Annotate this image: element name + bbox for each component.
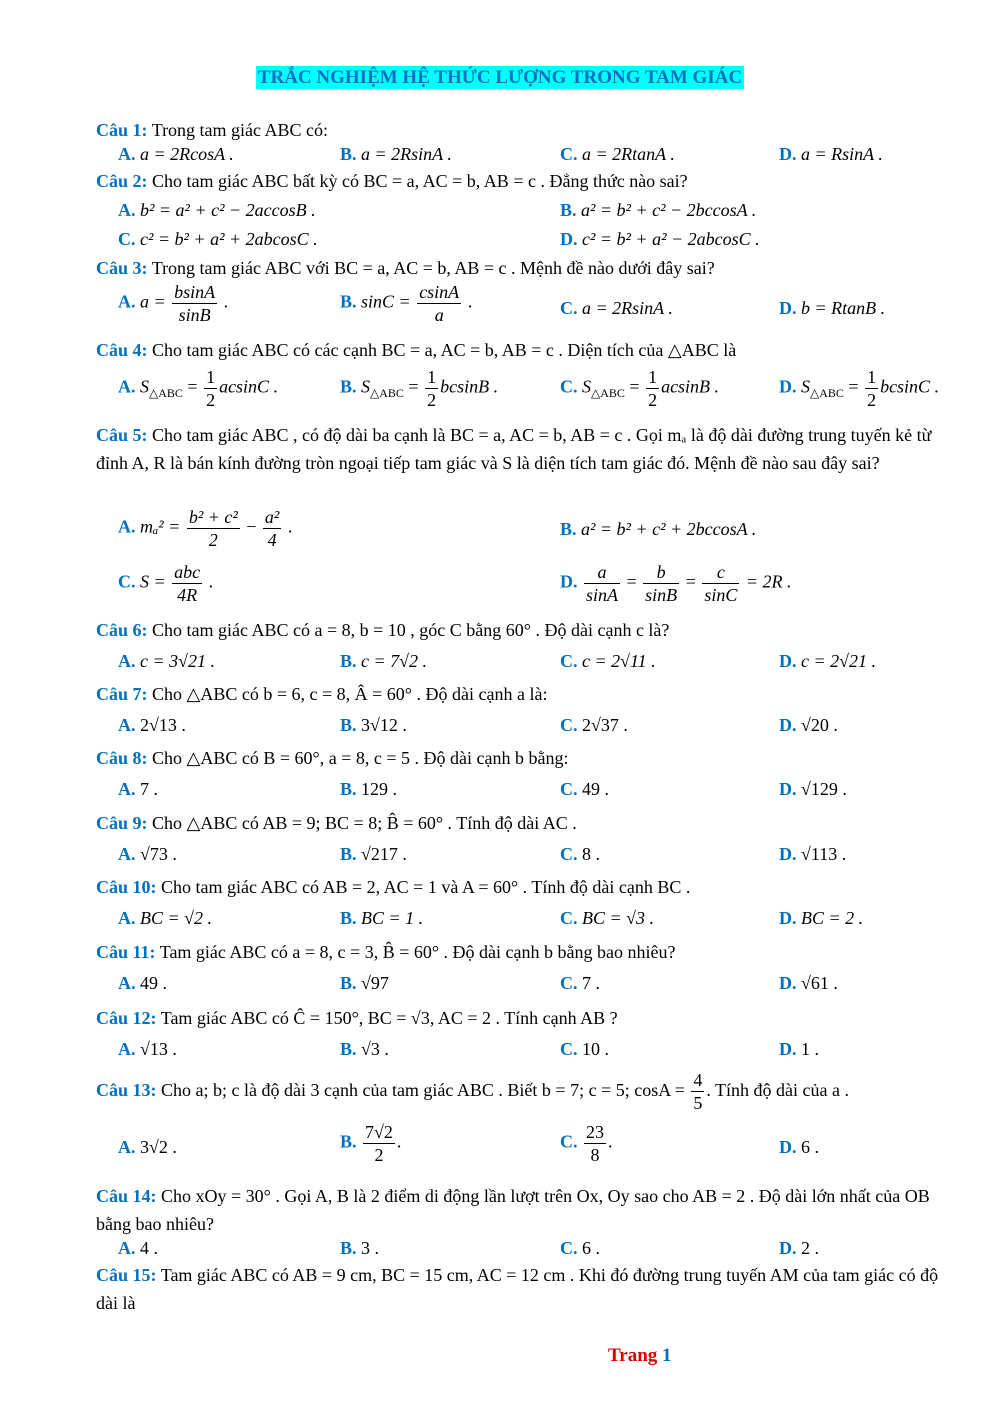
q3-option-a[interactable]: A. a = $\frac{bsinA}{\sin B}$ . xyxy=(118,282,229,325)
q7-option-a[interactable]: A. 2√13 . xyxy=(118,715,186,735)
q9-option-c[interactable]: C. 8 . xyxy=(560,844,600,864)
q2-option-b[interactable]: B. a² = b² + c² − 2bccosA . xyxy=(560,200,757,220)
q10-option-a[interactable]: A. BC = √2 . xyxy=(118,908,213,928)
q12-option-d[interactable]: D. 1 . xyxy=(779,1039,819,1059)
q5-option-a[interactable]: A. mₐ² = $\frac{\text{b² + c²}}{2}$ − $\frac{\text{a²}}{4}$ . xyxy=(118,507,293,550)
q13-option-c[interactable]: C. $\frac{23}{8}$ . xyxy=(560,1122,613,1165)
q1-option-b[interactable]: B. a = 2RsinA . xyxy=(340,144,452,164)
q9-option-b[interactable]: B. √217 . xyxy=(340,844,407,864)
q8-option-d[interactable]: D. √129 . xyxy=(779,779,847,799)
q10-option-b[interactable]: B. BC = 1 . xyxy=(340,908,424,928)
q11-option-b[interactable]: B. √97 xyxy=(340,973,389,993)
question-13: Câu 13: Cho a; b; c là độ dài 3 cạnh của tam giác ABC . Biết b = 7; c = 5; cosA = $\frac{4}{5}$ . Tính độ dài của a . xyxy=(96,1070,850,1114)
q5-option-b[interactable]: B. a² = b² + c² + 2bccosA . xyxy=(560,519,757,539)
q1-option-a[interactable]: A. a = 2RcosA . xyxy=(118,144,234,164)
q2-option-c[interactable]: C. c² = b² + a² + 2abcosC . xyxy=(118,229,318,249)
question-2: Câu 2: Cho tam giác ABC bất kỳ có BC = a, AC = b, AB = c . Đẳng thức nào sai? xyxy=(96,171,688,191)
q10-option-d[interactable]: D. BC = 2 . xyxy=(779,908,864,928)
page-footer: Trang 1 xyxy=(608,1345,672,1366)
q9-option-d[interactable]: D. √113 . xyxy=(779,844,847,864)
q11-option-a[interactable]: A. 49 . xyxy=(118,973,167,993)
q11-option-d[interactable]: D. √61 . xyxy=(779,973,838,993)
question-10: Câu 10: Cho tam giác ABC có AB = 2, AC = 1 và A = 60° . Tính độ dài cạnh BC . xyxy=(96,877,691,897)
question-14: Câu 14: Cho xOy = 30° . Gọi A, B là 2 điểm di động lần lượt trên Ox, Oy sao cho AB = 2 . Độ dài lớn nhất của OB bằng bao nhiêu? xyxy=(96,1186,930,1234)
q6-option-c[interactable]: C. c = 2√11 . xyxy=(560,651,656,671)
q1-option-d[interactable]: D. a = RsinA . xyxy=(779,144,883,164)
q6-option-a[interactable]: A. c = 3√21 . xyxy=(118,651,216,671)
q4-option-b[interactable]: B. $S_{\triangle ABC}$ = $\frac{1}{2}$ bcsinB . xyxy=(340,367,499,410)
q13-option-a[interactable]: A. 3√2 . xyxy=(118,1137,177,1157)
question-15: Câu 15: Tam giác ABC có AB = 9 cm, BC = 15 cm, AC = 12 cm . Khi đó đường trung tuyến AM của tam giác có độ dài là xyxy=(96,1265,939,1313)
q8-option-b[interactable]: B. 129 . xyxy=(340,779,398,799)
question-12: Câu 12: Tam giác ABC có Ĉ = 150°, BC = √3, AC = 2 . Tính cạnh AB ? xyxy=(96,1008,618,1028)
q13-option-b[interactable]: B. $\frac{7√2}{2}$ . xyxy=(340,1122,402,1165)
question-8: Câu 8: Cho △ABC có B = 60°, a = 8, c = 5 . Độ dài cạnh b bằng: xyxy=(96,748,569,768)
q7-option-d[interactable]: D. √20 . xyxy=(779,715,838,735)
q2-option-a[interactable]: A. b² = a² + c² − 2accosB . xyxy=(118,200,316,220)
q14-option-a[interactable]: A. 4 . xyxy=(118,1238,158,1258)
question-3: Câu 3: Trong tam giác ABC với BC = a, AC = b, AB = c . Mệnh đề nào dưới đây sai? xyxy=(96,258,715,278)
q6-option-d[interactable]: D. c = 2√21 . xyxy=(779,651,877,671)
q7-option-b[interactable]: B. 3√12 . xyxy=(340,715,407,735)
question-6: Câu 6: Cho tam giác ABC có a = 8, b = 10 , góc C bằng 60° . Độ dài cạnh c là? xyxy=(96,620,670,640)
q3-option-b[interactable]: B. sinC = $\frac{csinA}{a}$ . xyxy=(340,282,473,325)
q11-option-c[interactable]: C. 7 . xyxy=(560,973,600,993)
q14-option-d[interactable]: D. 2 . xyxy=(779,1238,819,1258)
q12-option-c[interactable]: C. 10 . xyxy=(560,1039,609,1059)
q9-option-a[interactable]: A. √73 . xyxy=(118,844,177,864)
q3-option-d[interactable]: D. b = RtanB . xyxy=(779,298,886,318)
question-5: Câu 5: Cho tam giác ABC , có độ dài ba cạnh là BC = a, AC = b, AB = c . Gọi mₐ là độ dài đường trung tuyến kẻ từ đỉnh A, R là bán kính đường tròn ngoại tiếp tam giác và S là diện tích tam giác đó. Mệnh đề nào sau đây sai? xyxy=(96,425,932,473)
q5-option-d[interactable]: D. $\frac{a}{\sin A}$ = $\frac{b}{\sin B}$ = $\frac{c}{\sin C}$ = 2R . xyxy=(560,562,792,605)
q4-option-d[interactable]: D. $S_{\triangle ABC}$ = $\frac{1}{2}$ bcsinC . xyxy=(779,367,940,410)
q14-option-c[interactable]: C. 6 . xyxy=(560,1238,600,1258)
q6-option-b[interactable]: B. c = 7√2 . xyxy=(340,651,428,671)
q8-option-c[interactable]: C. 49 . xyxy=(560,779,609,799)
question-1: Câu 1: Trong tam giác ABC có: xyxy=(96,120,329,140)
q5-option-c[interactable]: C. S = $\frac{\text{abc}}{4R}$ . xyxy=(118,562,214,605)
question-9: Câu 9: Cho △ABC có AB = 9; BC = 8; B̂ = 60° . Tính độ dài AC . xyxy=(96,813,577,833)
q12-option-a[interactable]: A. √13 . xyxy=(118,1039,177,1059)
q3-option-c[interactable]: C. a = 2RsinA . xyxy=(560,298,673,318)
q8-option-a[interactable]: A. 7 . xyxy=(118,779,158,799)
page-title: TRẮC NGHIỆM HỆ THỨC LƯỢNG TRONG TAM GIÁC xyxy=(257,67,743,88)
q13-option-d[interactable]: D. 6 . xyxy=(779,1137,819,1157)
q12-option-b[interactable]: B. √3 . xyxy=(340,1039,389,1059)
q14-option-b[interactable]: B. 3 . xyxy=(340,1238,380,1258)
q7-option-c[interactable]: C. 2√37 . xyxy=(560,715,628,735)
question-4: Câu 4: Cho tam giác ABC có các cạnh BC = a, AC = b, AB = c . Diện tích của △ABC là xyxy=(96,340,737,360)
question-7: Câu 7: Cho △ABC có b = 6, c = 8, Â = 60° . Độ dài cạnh a là: xyxy=(96,684,548,704)
question-11: Câu 11: Tam giác ABC có a = 8, c = 3, B̂ = 60° . Độ dài cạnh b bằng bao nhiêu? xyxy=(96,942,676,962)
q2-option-d[interactable]: D. c² = b² + a² − 2abcosC . xyxy=(560,229,760,249)
q4-option-c[interactable]: C. $S_{\triangle ABC}$ = $\frac{1}{2}$ acsinB . xyxy=(560,367,720,410)
q10-option-c[interactable]: C. BC = √3 . xyxy=(560,908,655,928)
q4-option-a[interactable]: A. $S_{\triangle ABC}$ = $\frac{1}{2}$ acsinC . xyxy=(118,367,279,410)
q1-option-c[interactable]: C. a = 2RtanA . xyxy=(560,144,675,164)
